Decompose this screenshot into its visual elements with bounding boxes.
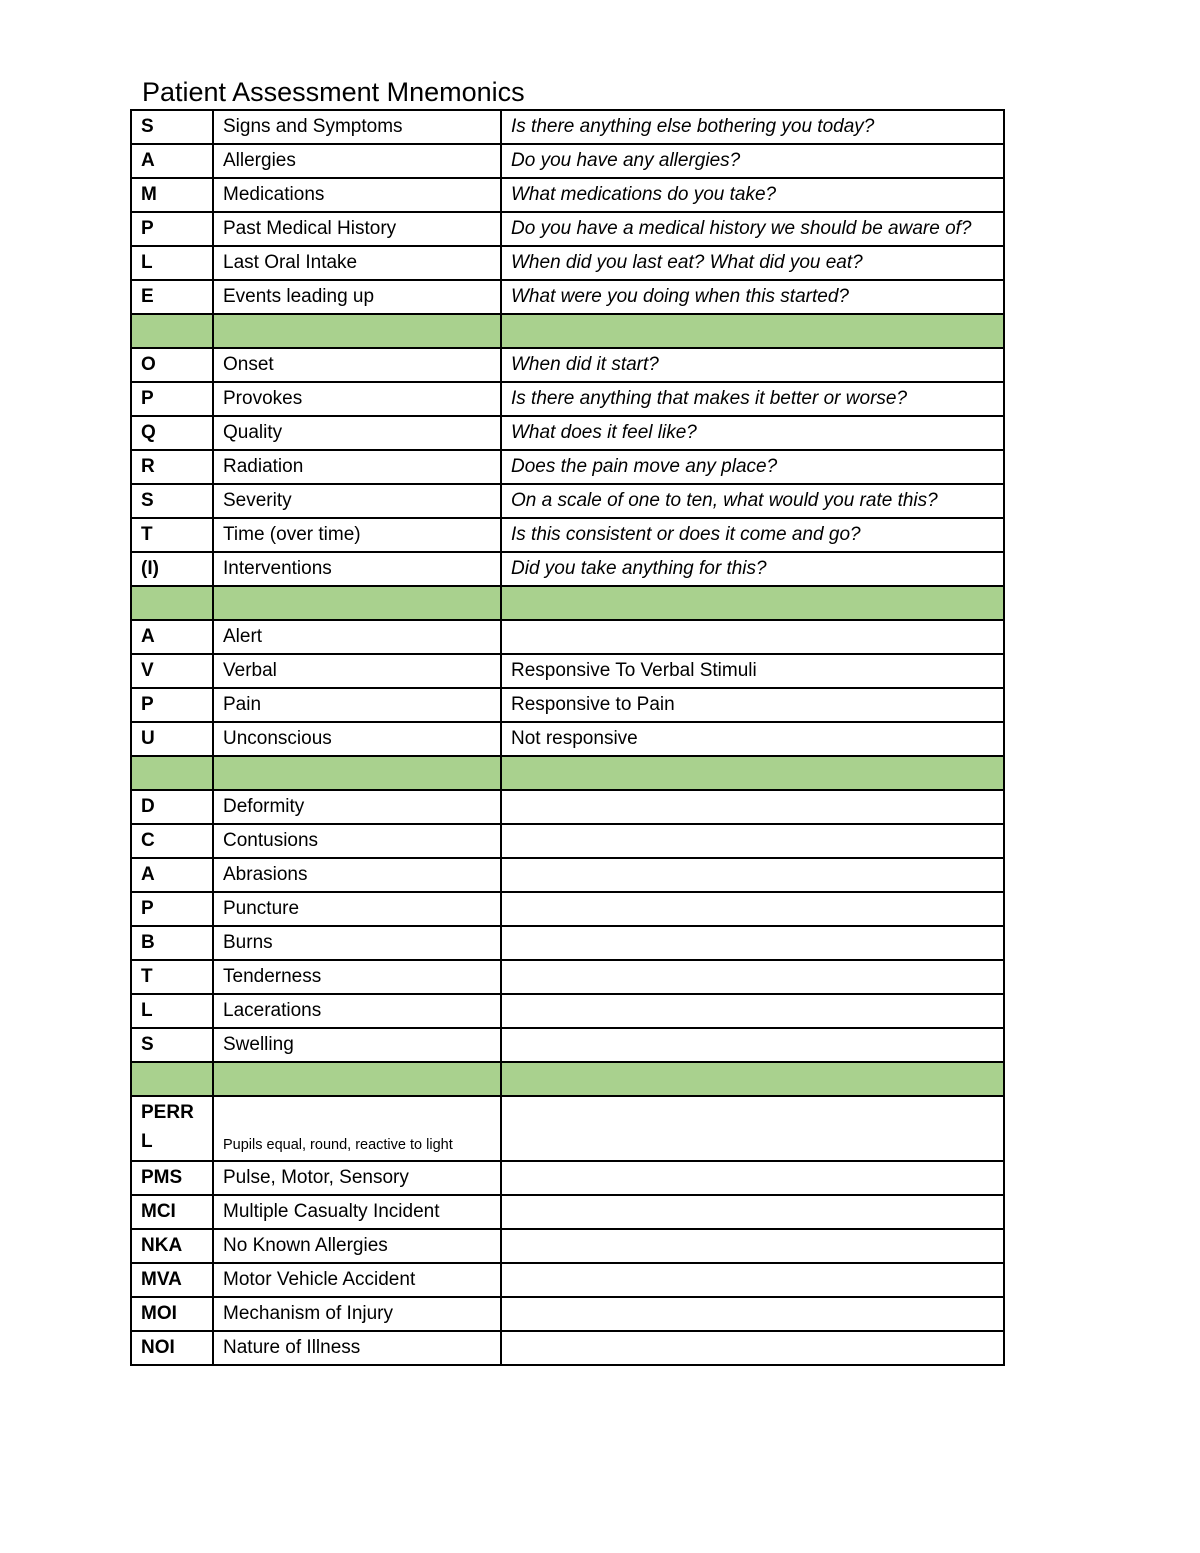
mnemonic-description — [501, 1096, 1004, 1161]
mnemonic-row — [131, 178, 1004, 212]
mnemonic-row — [131, 1331, 1004, 1365]
mnemonics-table — [130, 109, 1005, 1366]
mnemonic-letter: P — [131, 382, 213, 416]
mnemonic-term: Onset — [213, 348, 501, 382]
mnemonic-row — [131, 960, 1004, 994]
separator-cell — [131, 1062, 213, 1096]
assessment-question: Does the pain move any place? — [501, 450, 1004, 484]
mnemonic-letter: (I) — [131, 552, 213, 586]
mnemonic-letter: P — [131, 212, 213, 246]
mnemonic-row — [131, 790, 1004, 824]
mnemonic-row — [131, 1297, 1004, 1331]
assessment-question: Is there anything that makes it better or worse? — [501, 382, 1004, 416]
mnemonic-row — [131, 246, 1004, 280]
mnemonic-term: Pulse, Motor, Sensory — [213, 1161, 501, 1195]
separator-cell — [131, 586, 213, 620]
mnemonic-term: Motor Vehicle Accident — [213, 1263, 501, 1297]
section-separator-row — [131, 314, 1004, 348]
assessment-question: Do you have any allergies? — [501, 144, 1004, 178]
separator-cell — [213, 756, 501, 790]
section-separator-row — [131, 756, 1004, 790]
mnemonic-letter: NOI — [131, 1331, 213, 1365]
mnemonic-row — [131, 620, 1004, 654]
mnemonic-term: Abrasions — [213, 858, 501, 892]
separator-cell — [213, 314, 501, 348]
mnemonic-letter: U — [131, 722, 213, 756]
mnemonic-row — [131, 280, 1004, 314]
mnemonic-letter: O — [131, 348, 213, 382]
mnemonic-term: Swelling — [213, 1028, 501, 1062]
assessment-question: What were you doing when this started? — [501, 280, 1004, 314]
mnemonic-term: Severity — [213, 484, 501, 518]
mnemonic-letter: NKA — [131, 1229, 213, 1263]
mnemonic-letter: MCI — [131, 1195, 213, 1229]
mnemonic-term: Past Medical History — [213, 212, 501, 246]
mnemonic-row — [131, 1195, 1004, 1229]
mnemonic-letter: MVA — [131, 1263, 213, 1297]
mnemonic-description: Responsive To Verbal Stimuli — [501, 654, 1004, 688]
mnemonic-term: No Known Allergies — [213, 1229, 501, 1263]
mnemonic-letter: MOI — [131, 1297, 213, 1331]
mnemonic-description — [501, 620, 1004, 654]
mnemonic-letter: P — [131, 688, 213, 722]
mnemonic-row — [131, 110, 1004, 144]
mnemonic-term: Medications — [213, 178, 501, 212]
mnemonic-description — [501, 790, 1004, 824]
mnemonic-letter: T — [131, 518, 213, 552]
mnemonic-description — [501, 1028, 1004, 1062]
mnemonic-term: Unconscious — [213, 722, 501, 756]
mnemonic-term: Lacerations — [213, 994, 501, 1028]
mnemonic-row — [131, 1028, 1004, 1062]
mnemonic-row — [131, 926, 1004, 960]
mnemonic-letter: V — [131, 654, 213, 688]
mnemonic-row — [131, 1096, 1004, 1161]
mnemonic-row — [131, 212, 1004, 246]
assessment-question: Is this consistent or does it come and go? — [501, 518, 1004, 552]
mnemonic-letter: C — [131, 824, 213, 858]
mnemonic-description — [501, 858, 1004, 892]
separator-cell — [131, 756, 213, 790]
mnemonic-row — [131, 824, 1004, 858]
mnemonic-row — [131, 892, 1004, 926]
mnemonic-letter: A — [131, 144, 213, 178]
mnemonic-letter: R — [131, 450, 213, 484]
mnemonic-term: Puncture — [213, 892, 501, 926]
separator-cell — [213, 1062, 501, 1096]
mnemonic-term: Events leading up — [213, 280, 501, 314]
mnemonic-row — [131, 1229, 1004, 1263]
mnemonic-letter: PMS — [131, 1161, 213, 1195]
mnemonic-term: Multiple Casualty Incident — [213, 1195, 501, 1229]
mnemonics-table-body — [131, 110, 1004, 1365]
mnemonic-description — [501, 1229, 1004, 1263]
mnemonic-letter: M — [131, 178, 213, 212]
separator-cell — [131, 314, 213, 348]
mnemonic-letter: S — [131, 110, 213, 144]
mnemonic-description — [501, 892, 1004, 926]
separator-cell — [501, 314, 1004, 348]
mnemonic-description — [501, 960, 1004, 994]
mnemonic-term: Signs and Symptoms — [213, 110, 501, 144]
mnemonic-term: Allergies — [213, 144, 501, 178]
assessment-question: Is there anything else bothering you today? — [501, 110, 1004, 144]
mnemonic-term: Nature of Illness — [213, 1331, 501, 1365]
separator-cell — [501, 1062, 1004, 1096]
separator-cell — [213, 586, 501, 620]
mnemonic-letter: A — [131, 620, 213, 654]
mnemonic-row — [131, 688, 1004, 722]
mnemonic-description — [501, 926, 1004, 960]
mnemonic-letter: S — [131, 1028, 213, 1062]
mnemonic-term: Radiation — [213, 450, 501, 484]
mnemonic-row — [131, 348, 1004, 382]
page-title: Patient Assessment Mnemonics — [142, 77, 525, 107]
mnemonic-term: Last Oral Intake — [213, 246, 501, 280]
mnemonic-row — [131, 382, 1004, 416]
mnemonic-term: Quality — [213, 416, 501, 450]
assessment-question: What medications do you take? — [501, 178, 1004, 212]
mnemonic-row — [131, 722, 1004, 756]
mnemonic-term: Provokes — [213, 382, 501, 416]
mnemonic-term: Pain — [213, 688, 501, 722]
assessment-question: When did you last eat? What did you eat? — [501, 246, 1004, 280]
mnemonic-row — [131, 1161, 1004, 1195]
mnemonic-description: Responsive to Pain — [501, 688, 1004, 722]
mnemonic-row — [131, 450, 1004, 484]
mnemonic-letter: PERR L — [131, 1096, 213, 1161]
mnemonic-letter: Q — [131, 416, 213, 450]
mnemonic-letter: B — [131, 926, 213, 960]
assessment-question: Do you have a medical history we should be aware of? — [501, 212, 1004, 246]
mnemonic-term: Time (over time) — [213, 518, 501, 552]
mnemonic-letter: A — [131, 858, 213, 892]
section-separator-row — [131, 1062, 1004, 1096]
section-separator-row — [131, 586, 1004, 620]
mnemonic-row — [131, 1263, 1004, 1297]
mnemonic-term: Pupils equal, round, reactive to light — [213, 1096, 501, 1161]
mnemonic-term: Alert — [213, 620, 501, 654]
mnemonic-term: Mechanism of Injury — [213, 1297, 501, 1331]
separator-cell — [501, 586, 1004, 620]
mnemonic-term: Verbal — [213, 654, 501, 688]
mnemonic-letter: L — [131, 994, 213, 1028]
mnemonic-term: Deformity — [213, 790, 501, 824]
mnemonic-row — [131, 416, 1004, 450]
mnemonic-letter: L — [131, 246, 213, 280]
mnemonic-description — [501, 994, 1004, 1028]
mnemonic-row — [131, 484, 1004, 518]
mnemonic-description — [501, 824, 1004, 858]
mnemonic-letter: D — [131, 790, 213, 824]
mnemonic-description — [501, 1331, 1004, 1365]
mnemonic-row — [131, 518, 1004, 552]
assessment-question: On a scale of one to ten, what would you rate this? — [501, 484, 1004, 518]
mnemonic-description — [501, 1297, 1004, 1331]
assessment-question: Did you take anything for this? — [501, 552, 1004, 586]
mnemonic-description: Not responsive — [501, 722, 1004, 756]
assessment-question: When did it start? — [501, 348, 1004, 382]
mnemonic-term: Tenderness — [213, 960, 501, 994]
mnemonic-description — [501, 1195, 1004, 1229]
mnemonic-description — [501, 1263, 1004, 1297]
assessment-question: What does it feel like? — [501, 416, 1004, 450]
mnemonic-term: Interventions — [213, 552, 501, 586]
mnemonic-row — [131, 654, 1004, 688]
mnemonic-row — [131, 858, 1004, 892]
mnemonic-row — [131, 552, 1004, 586]
separator-cell — [501, 756, 1004, 790]
mnemonic-row — [131, 144, 1004, 178]
mnemonic-term: Contusions — [213, 824, 501, 858]
mnemonic-description — [501, 1161, 1004, 1195]
mnemonic-row — [131, 994, 1004, 1028]
mnemonic-letter: P — [131, 892, 213, 926]
mnemonic-letter: E — [131, 280, 213, 314]
mnemonic-letter: T — [131, 960, 213, 994]
mnemonic-letter: S — [131, 484, 213, 518]
mnemonic-term: Burns — [213, 926, 501, 960]
